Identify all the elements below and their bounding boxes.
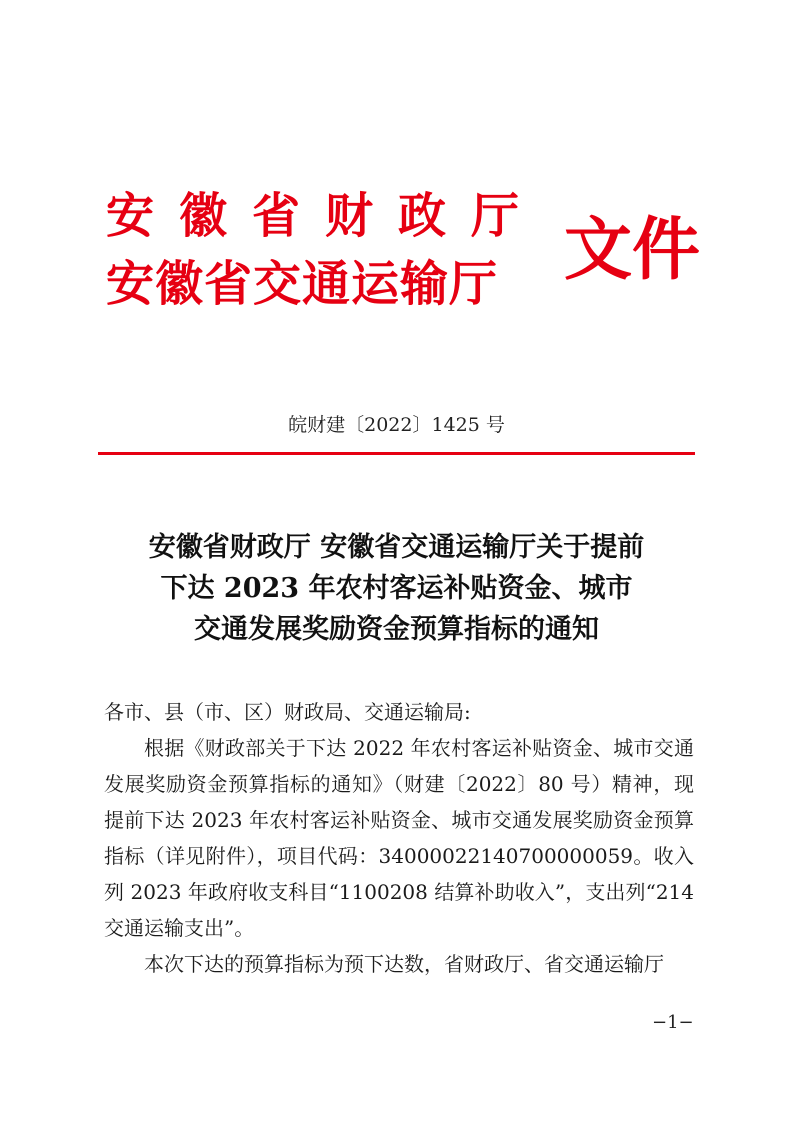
body-paragraph-1: 根据《财政部关于下达 2022 年农村客运补贴资金、城市交通发展奖励资金预算指标的通知》（财建〔2022〕80 号）精神，现提前下达 2023 年农村客运补贴资金、城市交通发展奖励资金预算指标（详见附件），项目代码：34000022140700000059。收入列 2023 年政府收支科目“1100208 结算补助收入”，支出列“214 交通运输支出”。 (104, 736, 694, 940)
issuer-name-finance: 安徽省财政厅 (106, 188, 545, 244)
salutation: 各市、县（市、区）财政局、交通运输局: (104, 700, 471, 724)
document-title (100, 527, 693, 650)
page-number: −1− (652, 1012, 694, 1033)
red-divider-line (98, 452, 695, 455)
title-line-2: 下达 2023 年农村客运补贴资金、城市 (160, 573, 633, 604)
document-type-label: 文件 (564, 210, 701, 290)
title-line-3: 交通发展奖励资金预算指标的通知 (194, 614, 599, 645)
document-header (96, 178, 716, 318)
issuer-name-transport: 安徽省交通运输厅 (106, 256, 499, 312)
title-line-1: 安徽省财政厅 安徽省交通运输厅关于提前 (148, 532, 645, 563)
body-paragraph-2: 本次下达的预算指标为预下达数，省财政厅、省交通运输厅 (144, 952, 664, 976)
document-number: 皖财建〔2022〕1425 号 (288, 414, 505, 436)
document-body (104, 694, 694, 982)
